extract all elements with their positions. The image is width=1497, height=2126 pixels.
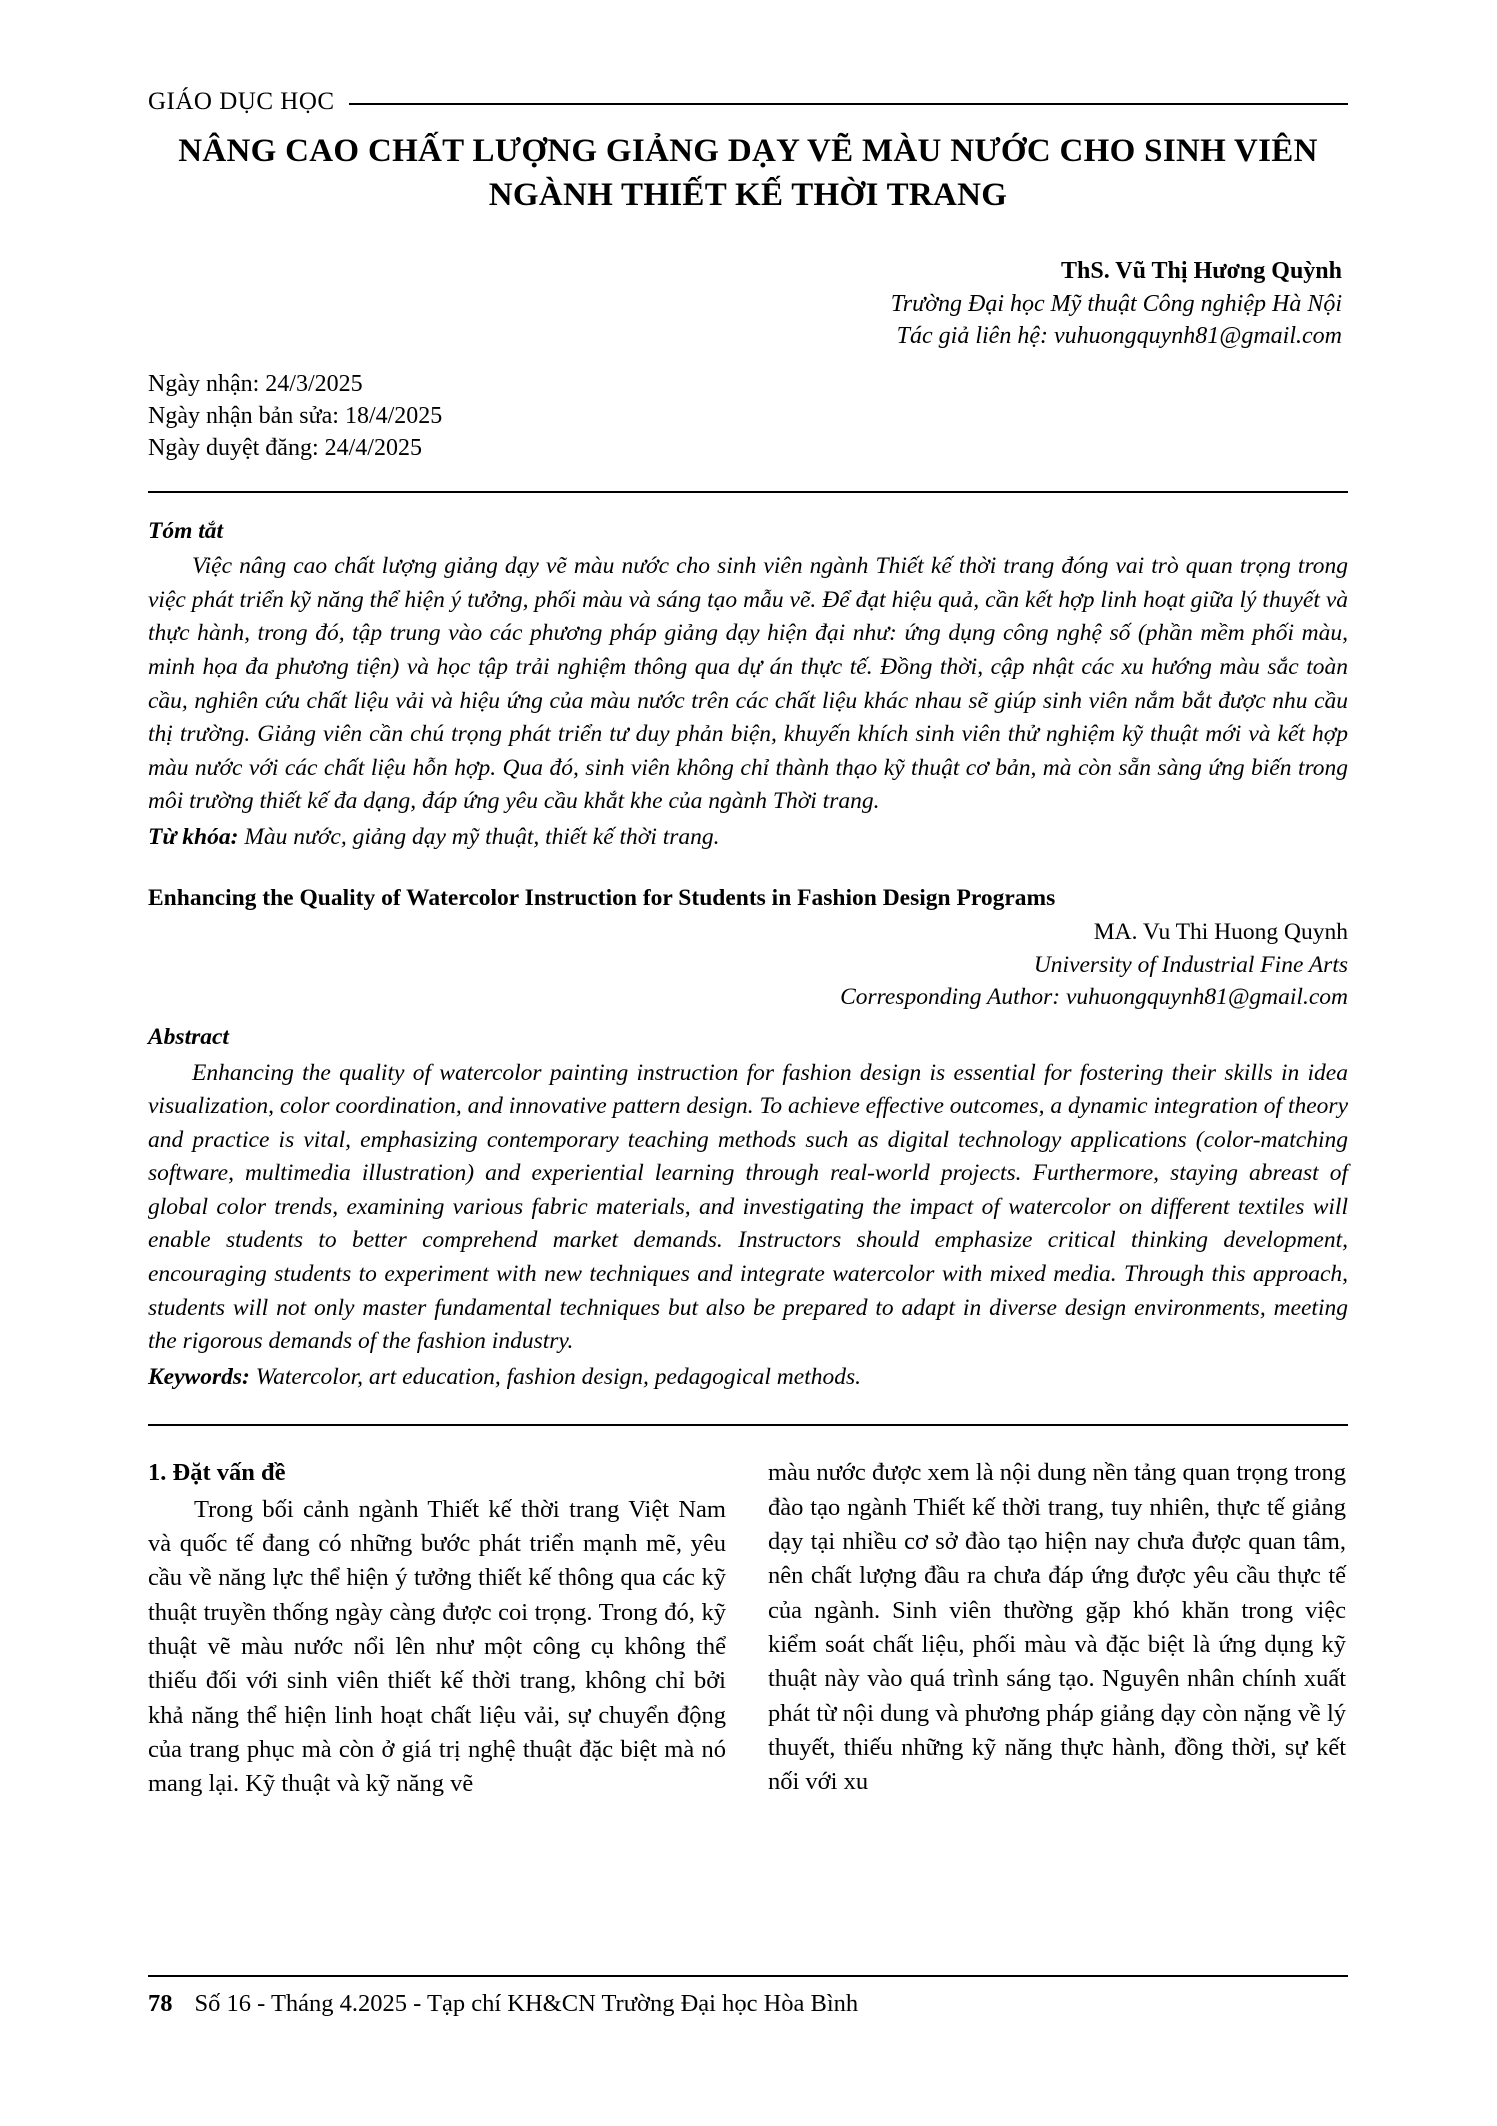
abstract-vietnamese — [148, 515, 1348, 855]
divider-top — [148, 491, 1348, 493]
author-contact: Tác giả liên hệ: vuhuongquynh81@gmail.com — [896, 323, 1342, 350]
section-label: GIÁO DỤC HỌC — [148, 88, 335, 115]
page-content — [148, 88, 1348, 1801]
keywords-english-text: Watercolor, art education, fashion design, pedagogical methods. — [255, 1363, 862, 1390]
keywords-vietnamese — [148, 821, 1348, 855]
date-revised: Ngày nhận bản sửa: 18/4/2025 — [148, 402, 443, 429]
author-block — [148, 255, 1348, 353]
abstract-english — [148, 1021, 1348, 1395]
date-accepted: Ngày duyệt đăng: 24/4/2025 — [148, 434, 422, 461]
abstract-english-label: Abstract — [148, 1023, 229, 1050]
abstract-english-text: Enhancing the quality of watercolor painting instruction for fashion design is essential for fostering their skills in idea visualization, color coordination, and innovative pattern design. To achieve effective outcomes, a dynamic integration of theory and practice is vital, emphasizing contemporary teaching methods such as digital technology applications (color-matching software, multimedia illustration) and experiential learning through real-world projects. Furthermore, staying abreast of global color trends, examining various fabric materials, and investigating the impact of watercolor on different textiles will enable students to better comprehend market demands. Instructors should emphasize critical thinking development, encouraging students to experiment with new techniques and integrate watercolor with mixed media. Through this approach, students will not only master fundamental techniques but also be prepared to adapt in diverse design environments, meeting the rigorous demands of the fashion industry. — [148, 1059, 1348, 1355]
english-contact: Corresponding Author: vuhuongquynh81@gmail.com — [840, 983, 1348, 1010]
column-right-paragraph: màu nước được xem là nội dung nền tảng quan trọng trong đào tạo ngành Thiết kế thời trang, tuy nhiên, thực tế giảng dạy tại nhiều cơ sở đào tạo hiện nay chưa được quan tâm, nên chất lượng đầu ra chưa đáp ứng được yêu cầu thực tế của ngành. Sinh viên thường gặp khó khăn trong việc kiểm soát chất liệu, phối màu và đặc biệt là ứng dụng kỹ thuật này vào quá trình sáng tạo. Nguyên nhân chính xuất phát từ nội dung và phương pháp giảng dạy còn nặng về lý thuyết, thiếu những kỹ năng thực hành, đồng thời, sự kết nối với xu — [768, 1459, 1346, 1796]
date-received: Ngày nhận: 24/3/2025 — [148, 370, 363, 397]
english-affiliation: University of Industrial Fine Arts — [1033, 951, 1348, 978]
divider-bottom — [148, 1424, 1348, 1426]
author-affiliation: Trường Đại học Mỹ thuật Công nghiệp Hà Nội — [890, 290, 1342, 317]
english-author-block — [148, 916, 1348, 1013]
column-left — [148, 1456, 726, 1801]
abstract-vietnamese-label: Tóm tắt — [148, 517, 224, 544]
publication-dates — [148, 369, 1348, 465]
page-number: 78 — [148, 1990, 173, 2017]
footer-divider — [148, 1975, 1348, 1977]
column-left-paragraph: Trong bối cảnh ngành Thiết kế thời trang Việt Nam và quốc tế đang có những bước phát triển mạnh mẽ, yêu cầu về năng lực thể hiện ý tưởng thiết kế thông qua các kỹ thuật truyền thống ngày càng được coi trọng. Trong đó, kỹ thuật vẽ màu nước nổi lên như một công cụ không thể thiếu đối với sinh viên thiết kế thời trang, không chỉ bởi khả năng thể hiện linh hoạt chất liệu vải, sự chuyển động của trang phục mà còn ở giá trị nghệ thuật đặc biệt mà nó mang lại. Kỹ thuật và kỹ năng vẽ — [148, 1495, 726, 1798]
abstract-vietnamese-text: Việc nâng cao chất lượng giảng dạy vẽ màu nước cho sinh viên ngành Thiết kế thời trang đóng vai trò quan trọng trong việc phát triển kỹ năng thể hiện ý tưởng, phối màu và sáng tạo mẫu vẽ. Để đạt hiệu quả, cần kết hợp linh hoạt giữa lý thuyết và thực hành, trong đó, tập trung vào các phương pháp giảng dạy hiện đại như: ứng dụng công nghệ số (phần mềm phối màu, minh họa đa phương tiện) và học tập trải nghiệm thông qua dự án thực tế. Đồng thời, cập nhật các xu hướng màu sắc toàn cầu, nghiên cứu chất liệu vải và hiệu ứng của màu nước trên các chất liệu khác nhau sẽ giúp sinh viên nắm bắt được nhu cầu thị trường. Giảng viên cần chú trọng phát triển tư duy phản biện, khuyến khích sinh viên thử nghiệm kỹ thuật mới và kết hợp màu nước với các chất liệu hỗn hợp. Qua đó, sinh viên không chỉ thành thạo kỹ thuật cơ bản, mà còn sẵn sàng ứng biến trong môi trường thiết kế đa dạng, đáp ứng yêu cầu khắt khe của ngành Thời trang. — [148, 553, 1348, 815]
keywords-english — [148, 1361, 1348, 1395]
keywords-vietnamese-text: Màu nước, giảng dạy mỹ thuật, thiết kế thời trang. — [244, 824, 720, 851]
footer-text: Số 16 - Tháng 4.2025 - Tạp chí KH&CN Trường Đại học Hòa Bình — [194, 1990, 859, 2017]
english-title: Enhancing the Quality of Watercolor Instruction for Students in Fashion Design Programs — [148, 884, 1056, 911]
keywords-vietnamese-label: Từ khóa: — [148, 824, 239, 851]
column-right — [768, 1456, 1346, 1801]
keywords-english-label: Keywords: — [148, 1363, 250, 1390]
page-footer — [148, 1990, 1348, 2018]
section-1-heading: 1. Đặt vấn đề — [148, 1459, 286, 1487]
page-title: NÂNG CAO CHẤT LƯỢNG GIẢNG DẠY VẼ MÀU NƯỚC CHO SINH VIÊN NGÀNH THIẾT KẾ THỜI TRANG — [178, 133, 1318, 213]
english-author-name: MA. Vu Thi Huong Quynh — [1093, 919, 1348, 946]
journal-section-header — [148, 88, 1348, 116]
body-columns — [148, 1456, 1348, 1801]
header-rule — [349, 103, 1348, 105]
author-name: ThS. Vũ Thị Hương Quỳnh — [1061, 258, 1342, 285]
